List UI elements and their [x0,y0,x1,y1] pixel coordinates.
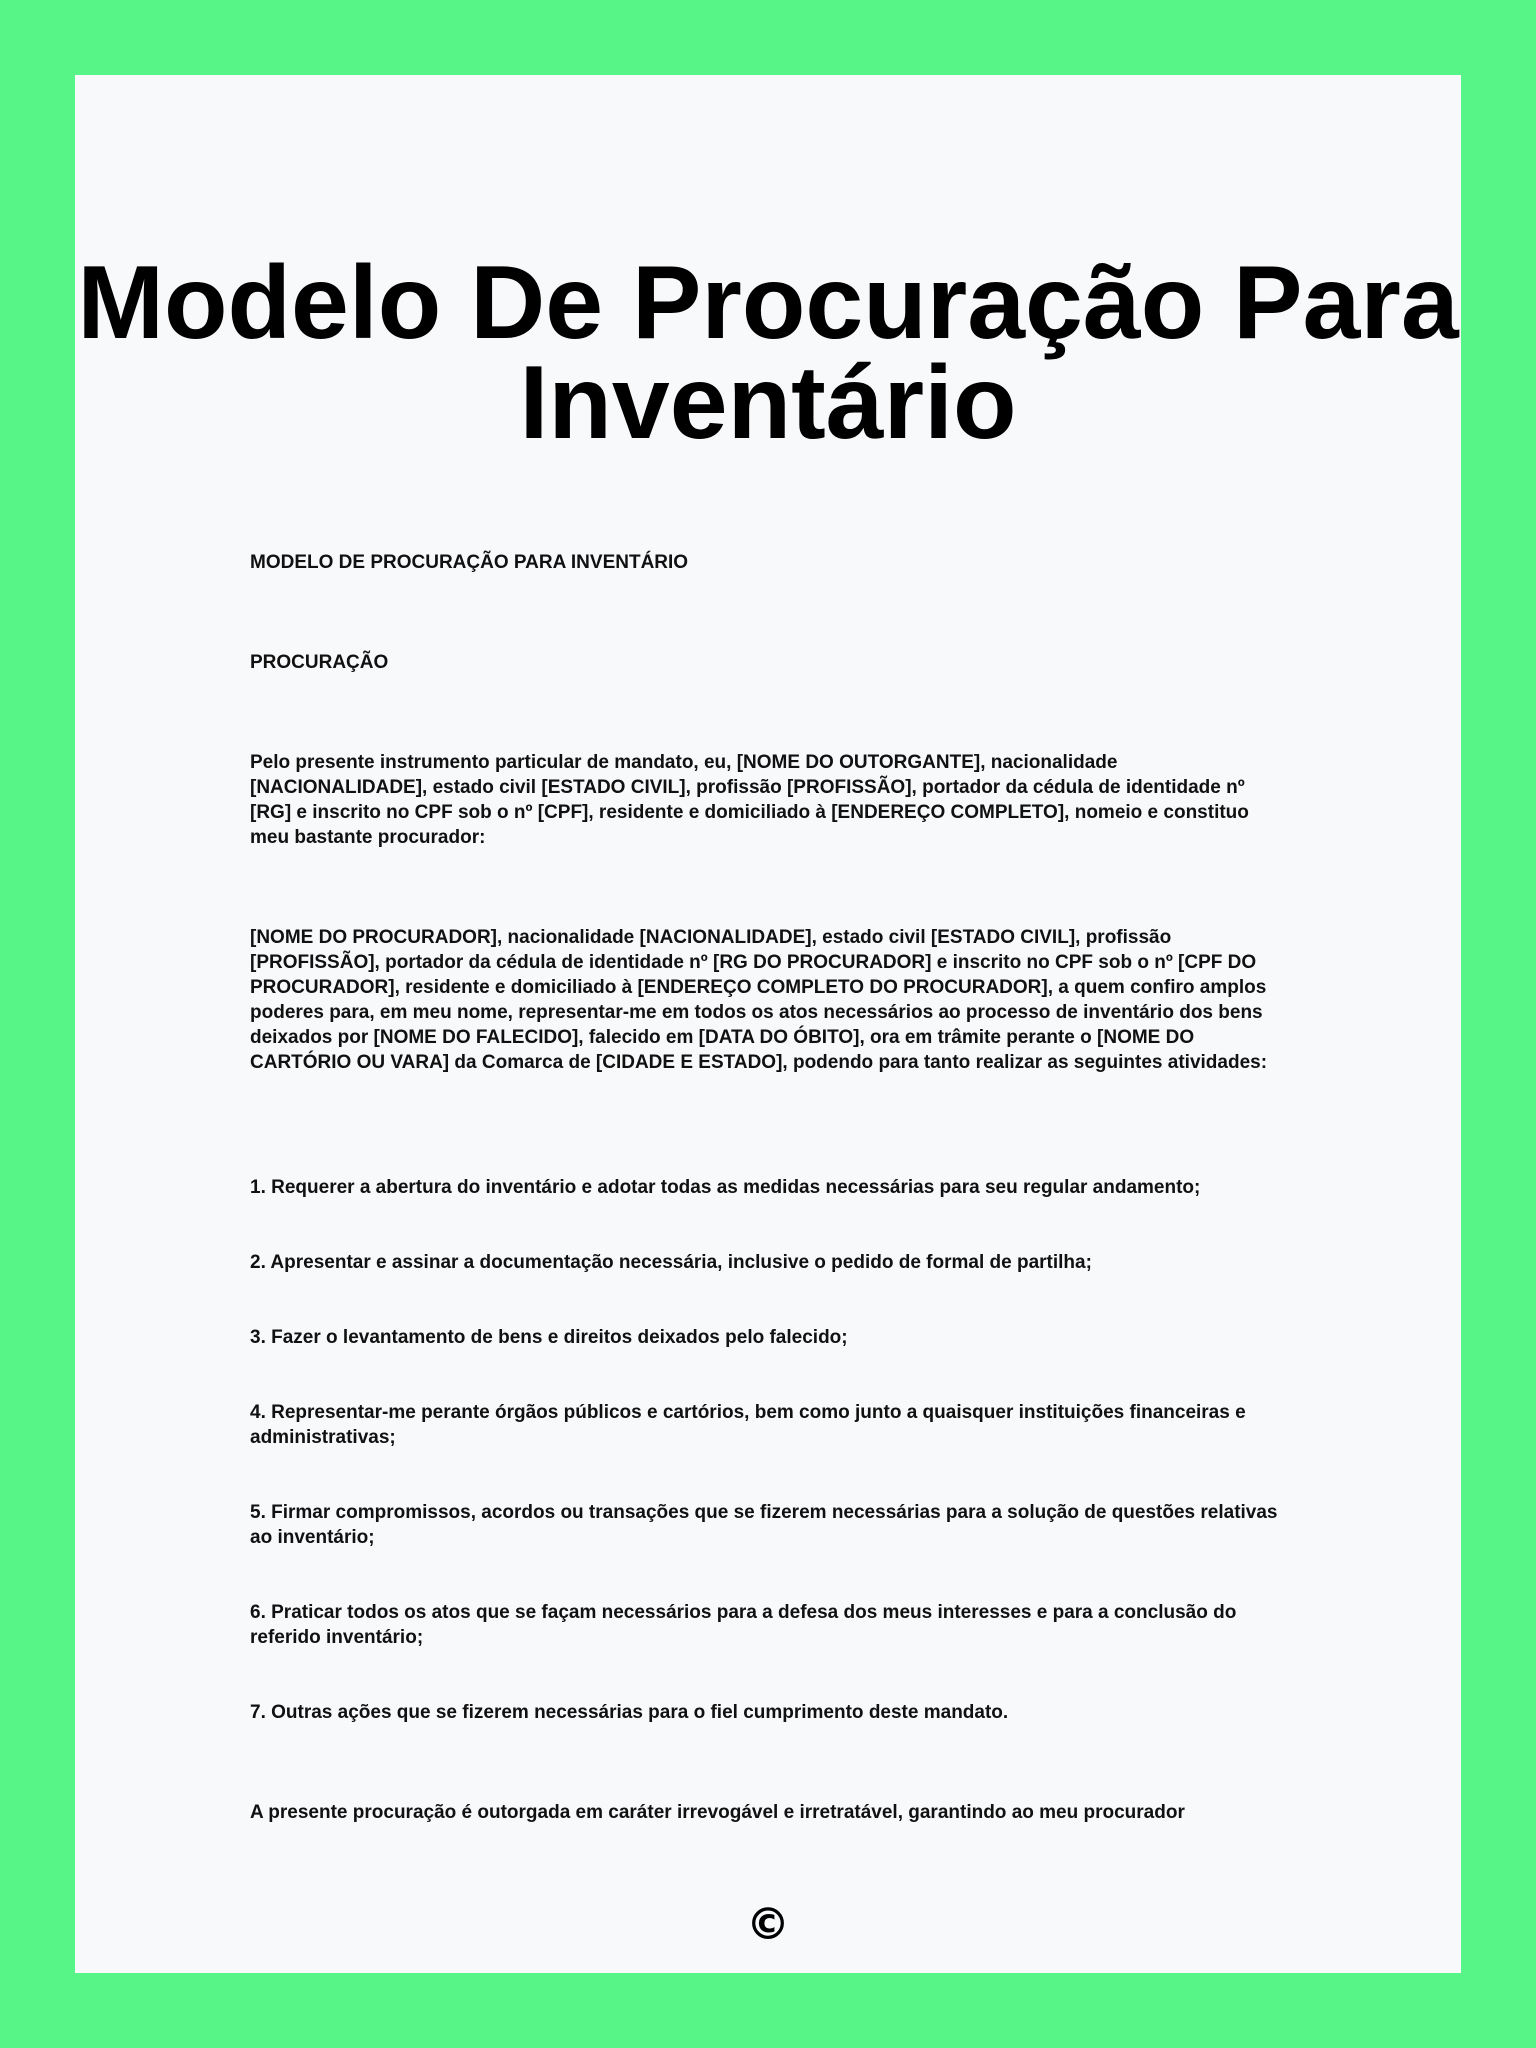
paragraph-outorgante: Pelo presente instrumento particular de mandato, eu, [NOME DO OUTORGANTE], nacionalidade [NACIONALIDADE], estado civil [ESTADO CIVIL], profissão [PROFISSÃO], portador da cédula de identidade nº [RG] e inscrito no CPF sob o nº [CPF], residente e domiciliado à [ENDEREÇO COMPLETO], nomeio e constituo meu bastante procurador: [250,752,1249,848]
document-page [75,75,1461,1973]
paragraph-procurador: [NOME DO PROCURADOR], nacionalidade [NACIONALIDADE], estado civil [ESTADO CIVIL], profissão [PROFISSÃO], portador da cédula de identidade nº [RG DO PROCURADOR] e inscrito no CPF sob o nº [CPF DO PROCURADOR], residente e domiciliado à [ENDEREÇO COMPLETO DO PROCURADOR], a quem confiro amplos poderes para, em meu nome, representar-me em todos os atos necessários ao processo de inventário dos bens deixados por [NOME DO FALECIDO], falecido em [DATA DO ÓBITO], ora em trâmite perante o [NOME DO CARTÓRIO OU VARA] da Comarca de [CIDADE E ESTADO], podendo para tanto realizar as seguintes atividades: [250,927,1268,1073]
list-item: 3. Fazer o levantamento de bens e direitos deixados pelo falecido; [250,1327,848,1348]
list-item: 6. Praticar todos os atos que se façam necessários para a defesa dos meus interesses e para a conclusão do referido inventário; [250,1602,1237,1648]
copyright-icon: © [746,1899,790,1950]
document-heading: MODELO DE PROCURAÇÃO PARA INVENTÁRIO [250,552,689,573]
list-item: 2. Apresentar e assinar a documentação necessária, inclusive o pedido de formal de partilha; [250,1252,1092,1273]
list-item: 7. Outras ações que se fizerem necessárias para o fiel cumprimento deste mandato. [250,1702,1009,1723]
list-item: 4. Representar-me perante órgãos públicos e cartórios, bem como junto a quaisquer instituições financeiras e administrativas; [250,1402,1246,1448]
list-item: 5. Firmar compromissos, acordos ou transações que se fizerem necessárias para a solução de questões relativas ao inventário; [250,1502,1278,1548]
closing-paragraph: A presente procuração é outorgada em caráter irrevogável e irretratável, garantindo ao meu procurador [250,1802,1185,1823]
list-item: 1. Requerer a abertura do inventário e adotar todas as medidas necessárias para seu regular andamento; [250,1177,1201,1198]
document-subheading: PROCURAÇÃO [250,652,389,673]
document-title: Modelo De Procuração Para Inventário [77,245,1459,461]
